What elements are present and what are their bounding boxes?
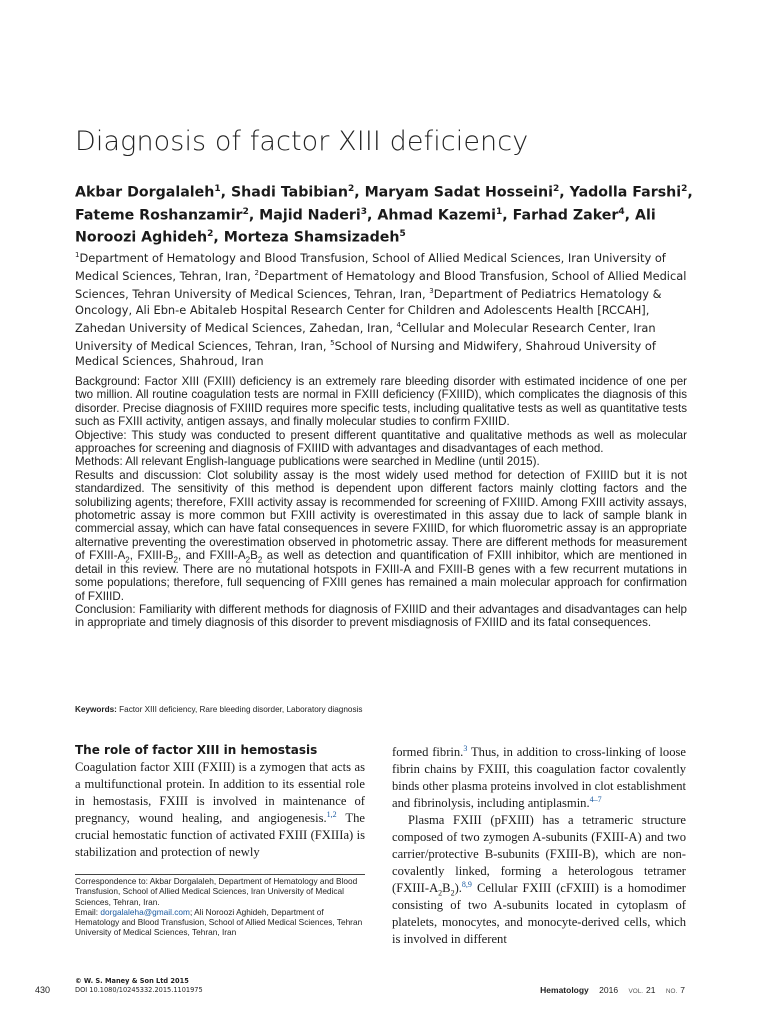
citation-link[interactable]: 3 [463,743,468,753]
body-text: formed fibrin. [392,745,464,759]
citation-link[interactable]: 8,9 [461,879,472,889]
affil-text: Department of Hematology and Blood Transfusion, School of Allied Medical Sciences, Iran University of Medical Sciences, Tehran, Iran, [75,250,666,283]
affil-text: Department of Hematology and Blood Transfusion, School of Allied Medical Sciences, Tehran University of Medical Sciences, Tehran, Iran, [75,269,687,302]
journal-name: Hematology [540,985,589,995]
doi[interactable]: DOI 10.1080/10245332.2015.1101975 [75,986,203,994]
body-text: Coagulation factor XIII (FXIII) is a zymogen that acts as a multifunctional protein. In addition to its essential role in hemostasis, FXIII is involved in maintenance of pregnancy, wound healing, and angiogenesis. [75,760,365,825]
abstract-label: Conclusion: [75,602,136,616]
body-text: Cellular FXIII (cFXIII) is a homodimer consisting of two A-subunits located in cytoplasm of platelets, monocytes, and monocyte-derived cells, which is involved in different [392,881,686,946]
body-paragraph [75,759,365,861]
abstract [75,375,687,630]
abstract-text: This study was conducted to present different quantitative and qualitative methods as well as molecular approaches for screening and diagnosis of FXIIID with advantages and disadvantages of each method. [75,428,687,456]
footnote-divider [75,874,365,875]
issue-number: 7 [680,985,685,995]
volume-label: VOL. [628,988,644,995]
subscript: 2 [450,888,455,898]
body-text: Plasma FXIII (pFXIII) has a tetrameric structure composed of two zymogen A-subunits (FXIII-A) and two carrier/protective B-subunits (FXIII-B), which are non-covalently linked, forming a heterologous tetramer (FXIII-A [392,813,686,895]
abstract-label: Results and discussion: [75,468,202,482]
author-affil-sup: 2 [681,184,688,194]
body-column-left [75,742,365,861]
journal-year: 2016 [599,985,619,995]
body-text: Thus, in addition to cross-linking of loose fibrin chains by FXIII, this coagulation factor covalently binds other plasma proteins involved in clot establishment and fibrinolysis, including antiplasmin. [392,745,686,810]
affil-sup: 3 [429,287,434,296]
abstract-methods [75,455,687,468]
affil-sup: 2 [254,269,259,278]
abstract-background [75,375,687,429]
subscript: 2 [173,555,178,565]
section-heading: The role of factor XIII in hemostasis [75,743,318,757]
affil-text: Department of Pediatrics Hematology & Oncology, Ali Ebn-e Abitaleb Hospital Research Center for Children and Adolescents Health [RCCAH], Zahedan University of Medical Sciences, Zahedan, Iran, [75,287,662,335]
author-affil-sup: 1 [214,184,221,194]
abstract-text: , FXIII-B [129,549,174,563]
author-name: Fateme Roshanzamir [75,207,243,224]
email-link[interactable]: dorgalaleha@gmail.com [100,906,190,917]
abstract-objective [75,429,687,456]
author-affil-sup: 2 [553,184,560,194]
author-affil-sup: 2 [347,184,355,194]
affil-sup: 4 [396,321,401,330]
keywords-label: Keywords: [75,705,117,714]
author-name: Akbar Dorgalaleh [75,184,215,201]
copyright-block [75,977,203,995]
author-name: Farhad Zaker [512,207,619,224]
abstract-conclusion [75,603,687,630]
journal-info [532,985,685,995]
body-text: ). [454,881,462,895]
author-affil-sup: 3 [360,206,368,217]
affil-sup: 1 [75,251,80,259]
body-paragraph [392,744,686,812]
volume-number: 21 [646,985,656,995]
author-name: Morteza Shamsizadeh [223,230,400,247]
abstract-text: Clot solubility assay is the most widely used method for detection of FXIIID but it is not standardized. The sensitivity of this method is dependent upon different factors mainly clotting factors and the solubilizing agents; therefore, FXIII activity assay is recommended for screening of FXIIID. Among FXIII activity assays, photometric assay is more common but FXIII activity is overestimated in this assay due to lack of sample blank in commercial assay, which can have fatal consequences in severe FXIIID, for which fluorometric assay is an appropriate alternative preventing the overestimation observed in photometric assay. There are different methods for measurement of FXIII-A [75,468,687,563]
abstract-text: as well as detection and quantification of FXIII inhibitor, which are mentioned in detail in this review. There are no mutational hotspots in FXIII-A and FXIII-B genes with a few recurrent mutations in some populations; therefore, full sequencing of FXIII genes has remained a main molecular approach for confirmation of FXIIID. [75,549,688,603]
page-number: 430 [35,985,51,995]
abstract-label: Background: [75,375,141,388]
author-affil-sup: 4 [618,206,625,217]
correspondence-line: Correspondence to: Akbar Dorgalaleh, Department of Hematology and Blood Transfusion, School of Allied Medical Sciences, Iran University of Medical Sciences, Tehran, Iran. [75,876,358,907]
affil-text: School of Nursing and Midwifery, Shahroud University of Medical Sciences, Shahroud, Iran [75,339,656,369]
author-affil-sup: 1 [496,206,503,217]
author-affil-sup: 2 [242,206,249,217]
body-paragraph [392,812,686,948]
abstract-text: , and FXIII-A [177,549,246,563]
affiliations [75,248,690,370]
subscript: 2 [257,555,263,565]
body-text: The crucial hemostatic function of activated FXIII (FXIIIa) is stabilization and protection of newly [75,811,365,859]
author-name: Majid Naderi [259,207,361,224]
subscript: 2 [125,555,130,565]
issue-label: NO. [665,988,678,995]
body-column-right [392,744,686,948]
affil-sup: 5 [330,339,335,348]
subscript: 2 [245,555,251,565]
citation-link[interactable]: 1,2 [326,809,337,819]
correspondence-footnote [75,876,367,938]
keywords [75,705,687,714]
affil-text: Cellular and Molecular Research Center, Iran University of Medical Sciences, Tehran, Iran, [75,320,656,354]
abstract-text: Familiarity with different methods for diagnosis of FXIIID and their advantages and disadvantages can help in appropriate and timely diagnosis of this disorder to prevent misdiagnosis of FXIIID and its fatal consequences. [75,602,687,630]
correspondence-email-line [75,907,367,938]
author-name: Yadolla Farshi [569,184,682,201]
copyright: © W. S. Maney & Son Ltd 2015 [75,977,189,985]
subscript-letter: B [250,549,258,563]
abstract-text: All relevant English-language publications were searched in Medline (until 2015). [122,455,540,469]
subscript: 2 [438,888,443,898]
article-title: Diagnosis of factor XIII deficiency [75,126,529,157]
abstract-label: Methods: [75,455,123,469]
abstract-label: Objective: [75,428,127,442]
author-affil-sup: 5 [399,229,406,240]
author-name: Maryam Sadat Hosseini [364,184,553,201]
author-name: Ali Noroozi Aghideh [75,207,656,247]
keywords-text: Factor XIII deficiency, Rare bleeding disorder, Laboratory diagnosis [116,705,363,714]
author-list: Akbar Dorgalaleh$^1$, Shadi Tabibian$^2$, Maryam Sadat Hosseini$^2$, Yadolla Farshi$^2$, Fateme Roshanzamir$^2$, Majid Naderi$^3$, Ahmad Kazemi$^1$, Farhad Zaker$^4$, Ali Noroozi Aghideh$^2$, Morteza Shamsizadeh$^5$ [75,184,693,247]
email-label: Email: [75,906,101,917]
abstract-text: Factor XIII (FXIII) deficiency is an extremely rare bleeding disorder with estimated incidence of one per two million. All routine coagulation tests are normal in FXIII deficiency (FXIIID), which complicates the diagnosis of this disorder. Precise diagnosis of FXIIID requires more specific tests, including qualitative tests as well as quantitative tests such as FXIII activity, antigen assays, and finally molecular studies to confirm FXIIID. [75,375,687,429]
citation-link[interactable]: 4–7 [589,794,602,804]
author-name: Ahmad Kazemi [377,207,497,224]
author-name: Shadi Tabibian [230,184,348,201]
subscript-letter: B [442,881,451,895]
author-affil-sup: 2 [207,229,214,240]
abstract-results [75,469,687,603]
correspondence-text [75,876,367,907]
correspondence-line: ; Ali Noroozi Aghideh, Department of Hematology and Blood Transfusion, School of Allied Medical Sciences, Tehran University of Medical Sciences, Tehran, Iran [75,906,363,938]
